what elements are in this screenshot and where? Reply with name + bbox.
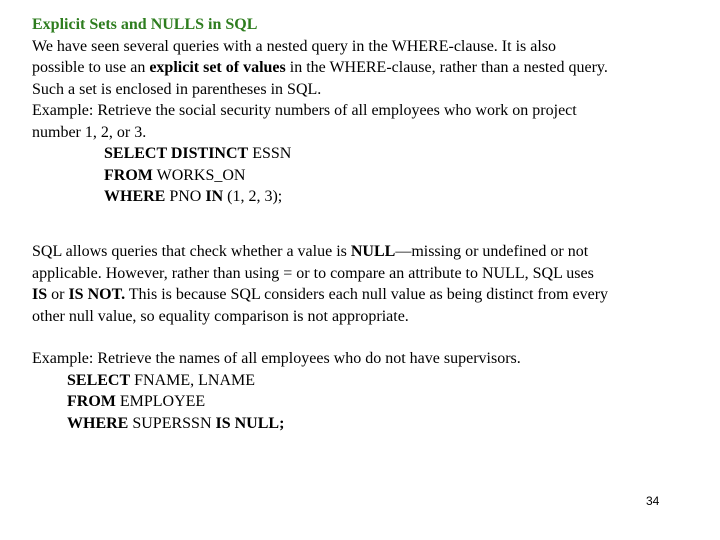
query1-where (32, 186, 692, 208)
example2-section (32, 348, 692, 434)
sql-keyword: WHERE (67, 414, 129, 432)
intro-line-2 (32, 57, 692, 79)
intro-line-5: number 1, 2, or 3. (32, 123, 147, 141)
query2-select (32, 370, 692, 392)
sql-keyword: FROM (104, 166, 153, 184)
sql-text: SUPERSSN (128, 414, 216, 432)
nulls-line-1 (32, 241, 692, 263)
nulls-line-3 (32, 284, 692, 306)
sql-text: PNO (165, 188, 206, 205)
slide-title: Explicit Sets and NULLS in SQL (32, 16, 258, 33)
intro-line-3: Such a set is enclosed in parentheses in SQL. (32, 80, 322, 98)
nulls-line-3-tail: This is because SQL considers each null value as being distinct from every (125, 286, 609, 303)
page-number: 34 (646, 494, 660, 508)
null-emphasis: NULL (350, 243, 396, 260)
intro-line-4: Example: Retrieve the social security numbers of all employees who work on project (32, 102, 577, 119)
nulls-line-3-or: or (47, 286, 69, 303)
nulls-line-1-tail: —missing or undefined or not (395, 243, 589, 260)
is-not-emphasis: IS NOT. (68, 286, 126, 303)
sql-text: ESSN (248, 145, 292, 162)
sql-keyword: WHERE (104, 188, 166, 205)
nulls-line-4: other null value, so equality comparison is not appropriate. (32, 307, 409, 325)
sql-text: EMPLOYEE (115, 393, 206, 410)
example2-line: Example: Retrieve the names of all employees who do not have supervisors. (32, 350, 521, 367)
query2-from (32, 391, 692, 413)
sql-keyword: IS NULL; (215, 414, 285, 432)
nulls-line-1-text: SQL allows queries that check whether a value is (32, 243, 351, 260)
sql-keyword: FROM (67, 393, 116, 410)
sql-text: (1, 2, 3); (223, 188, 283, 205)
intro-section (32, 14, 692, 208)
nulls-section (32, 241, 692, 327)
is-emphasis: IS (32, 286, 48, 303)
sql-text: FNAME, LNAME (130, 371, 256, 389)
explicit-set-emphasis: explicit set of values (149, 59, 286, 76)
sql-text: WORKS_ON (152, 166, 246, 184)
nulls-line-2: applicable. However, rather than using = or to compare an attribute to NULL, SQL uses (32, 264, 594, 282)
sql-keyword: IN (205, 188, 224, 205)
intro-line-1: We have seen several queries with a nested query in the WHERE-clause. It is also (32, 37, 557, 55)
intro-line-2-tail: in the WHERE-clause, rather than a nested query. (285, 59, 608, 76)
intro-line-2-text: possible to use an (32, 59, 150, 76)
query1-select (32, 143, 692, 165)
query1-from (32, 165, 692, 187)
query2-where (32, 413, 692, 435)
sql-keyword: SELECT (67, 371, 131, 389)
sql-keyword: SELECT DISTINCT (104, 145, 249, 162)
